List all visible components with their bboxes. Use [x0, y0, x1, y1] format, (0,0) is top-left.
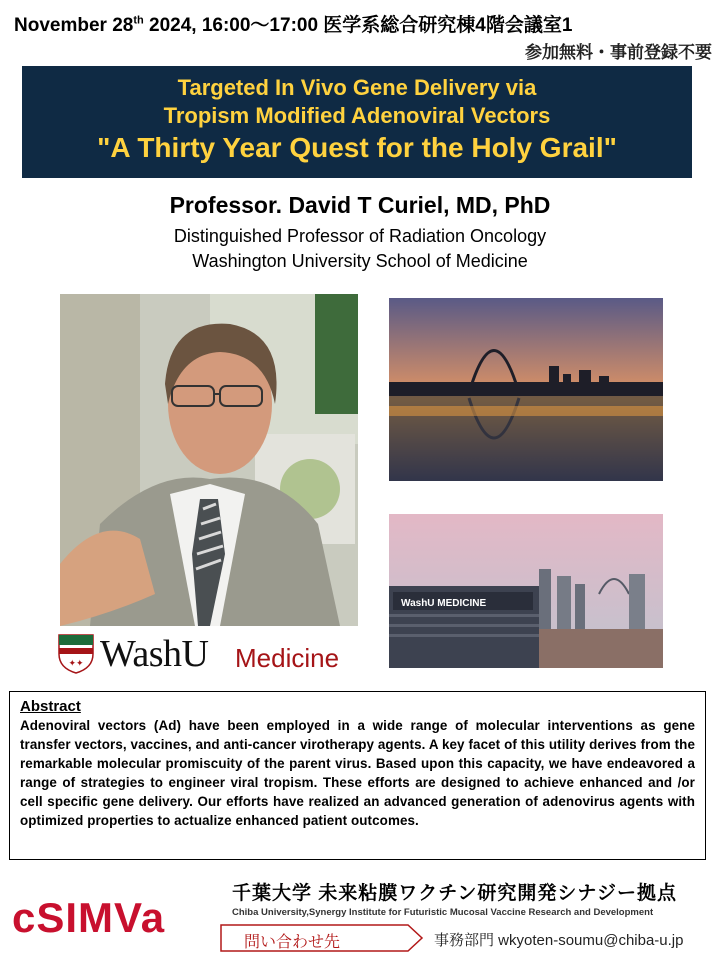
washu-wordmark: WashU	[100, 633, 209, 675]
event-date-venue	[14, 10, 714, 37]
title-line-1: Targeted In Vivo Gene Delivery via	[177, 75, 537, 100]
building-sign-text: WashU MEDICINE	[401, 598, 487, 609]
skyline-sunset-photo	[389, 298, 663, 481]
speaker-photo	[60, 294, 358, 626]
date-text: November 28	[14, 15, 134, 36]
csimva-logo	[12, 894, 202, 940]
svg-text:✦✦: ✦✦	[68, 659, 84, 669]
speaker-photo-illustration	[60, 294, 358, 626]
abstract-heading: Abstract	[20, 698, 81, 715]
speaker-title: Distinguished Professor of Radiation Oncology	[173, 226, 547, 246]
title-line-2: Tropism Modified Adenoviral Vectors	[163, 103, 551, 128]
admission-note: 参加無料・事前登録不要	[525, 43, 712, 62]
lecture-title-box	[22, 66, 692, 178]
date-superscript: th	[133, 14, 144, 27]
arch-skyline-illustration	[389, 298, 663, 481]
speaker-institution: Washington University School of Medicine	[192, 251, 528, 271]
abstract-box	[9, 691, 706, 860]
time-venue-text: 2024, 16:00～17:00 医学系総合研究棟4階会議室1	[143, 15, 573, 36]
org-name-english: Chiba University,Synergy Institute for Futuristic Mucosal Vaccine Research and Development	[232, 907, 654, 918]
contact-email: 事務部門 wkyoten-soumu@chiba-u.jp	[434, 932, 684, 949]
org-name-japanese: 千葉大学 未来粘膜ワクチン研究開発シナジー拠点	[232, 883, 677, 904]
abstract-body: Adenoviral vectors (Ad) have been employed in a wide range of molecular interventions as gene transfer vectors, vaccines, and anti-cancer virotherapy agents. A key facet of this utility derives from the remarkable molecular promiscuity of the parent virus. Based upon this capacity, we have endeavored a range of strategies to engineer viral tropism. These efforts are designed to achieve enhanced and /or cell specific gene delivery. Our efforts have realized an advanced generation of adenovirus agents with optimized properties to actualize enhanced patient outcomes.	[20, 718, 695, 828]
csimva-text: cSIMVa	[12, 894, 166, 940]
washu-shield-icon	[58, 634, 94, 674]
campus-skyline-photo	[389, 514, 663, 668]
title-quote: "A Thirty Year Quest for the Holy Grail"	[97, 132, 617, 163]
medicine-wordmark: Medicine	[235, 643, 340, 673]
speaker-name: Professor. David T Curiel, MD, PhD	[169, 192, 551, 218]
csimva-logo-mark	[12, 894, 202, 940]
campus-building-illustration	[389, 514, 663, 668]
contact-label: 問い合わせ先	[244, 934, 341, 951]
